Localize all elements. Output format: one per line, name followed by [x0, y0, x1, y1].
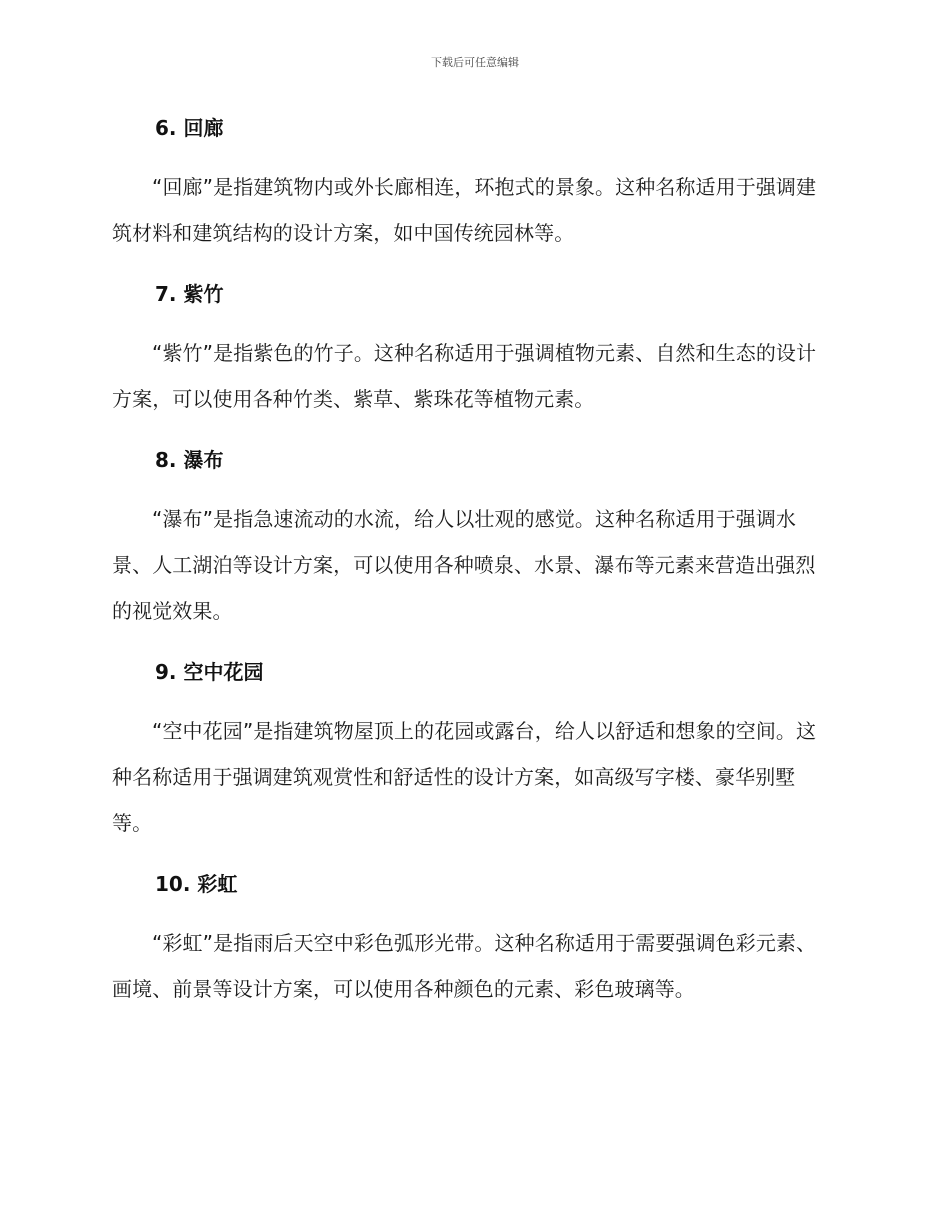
section-8 — [112, 444, 830, 634]
document-content — [112, 112, 830, 1012]
header-note: 下载后可任意编辑 — [431, 56, 519, 69]
section-paragraph: “彩虹”是指雨后天空中彩色弧形光带。这种名称适用于需要强调色彩元素、画境、前景等设计方案，可以使用各种颜色的元素、彩色玻璃等。 — [112, 931, 817, 1001]
section-title: 6. 回廊 — [155, 116, 224, 140]
section-7 — [112, 278, 830, 422]
section-10 — [112, 868, 830, 1012]
section-title: 9. 空中花园 — [155, 660, 264, 684]
section-title: 7. 紫竹 — [155, 282, 224, 306]
section-9 — [112, 656, 830, 846]
section-title: 8. 瀑布 — [155, 448, 224, 472]
section-paragraph: “空中花园”是指建筑物屋顶上的花园或露台，给人以舒适和想象的空间。这种名称适用于强调建筑观赏性和舒适性的设计方案，如高级写字楼、豪华别墅等。 — [112, 719, 817, 835]
section-paragraph: “回廊”是指建筑物内或外长廊相连，环抱式的景象。这种名称适用于强调建筑材料和建筑结构的设计方案，如中国传统园林等。 — [112, 175, 817, 245]
section-title: 10. 彩虹 — [155, 872, 238, 896]
section-6 — [112, 112, 830, 256]
section-paragraph: “紫竹”是指紫色的竹子。这种名称适用于强调植物元素、自然和生态的设计方案，可以使用各种竹类、紫草、紫珠花等植物元素。 — [112, 341, 817, 411]
section-paragraph: “瀑布”是指急速流动的水流，给人以壮观的感觉。这种名称适用于强调水景、人工湖泊等设计方案，可以使用各种喷泉、水景、瀑布等元素来营造出强烈的视觉效果。 — [112, 507, 816, 623]
